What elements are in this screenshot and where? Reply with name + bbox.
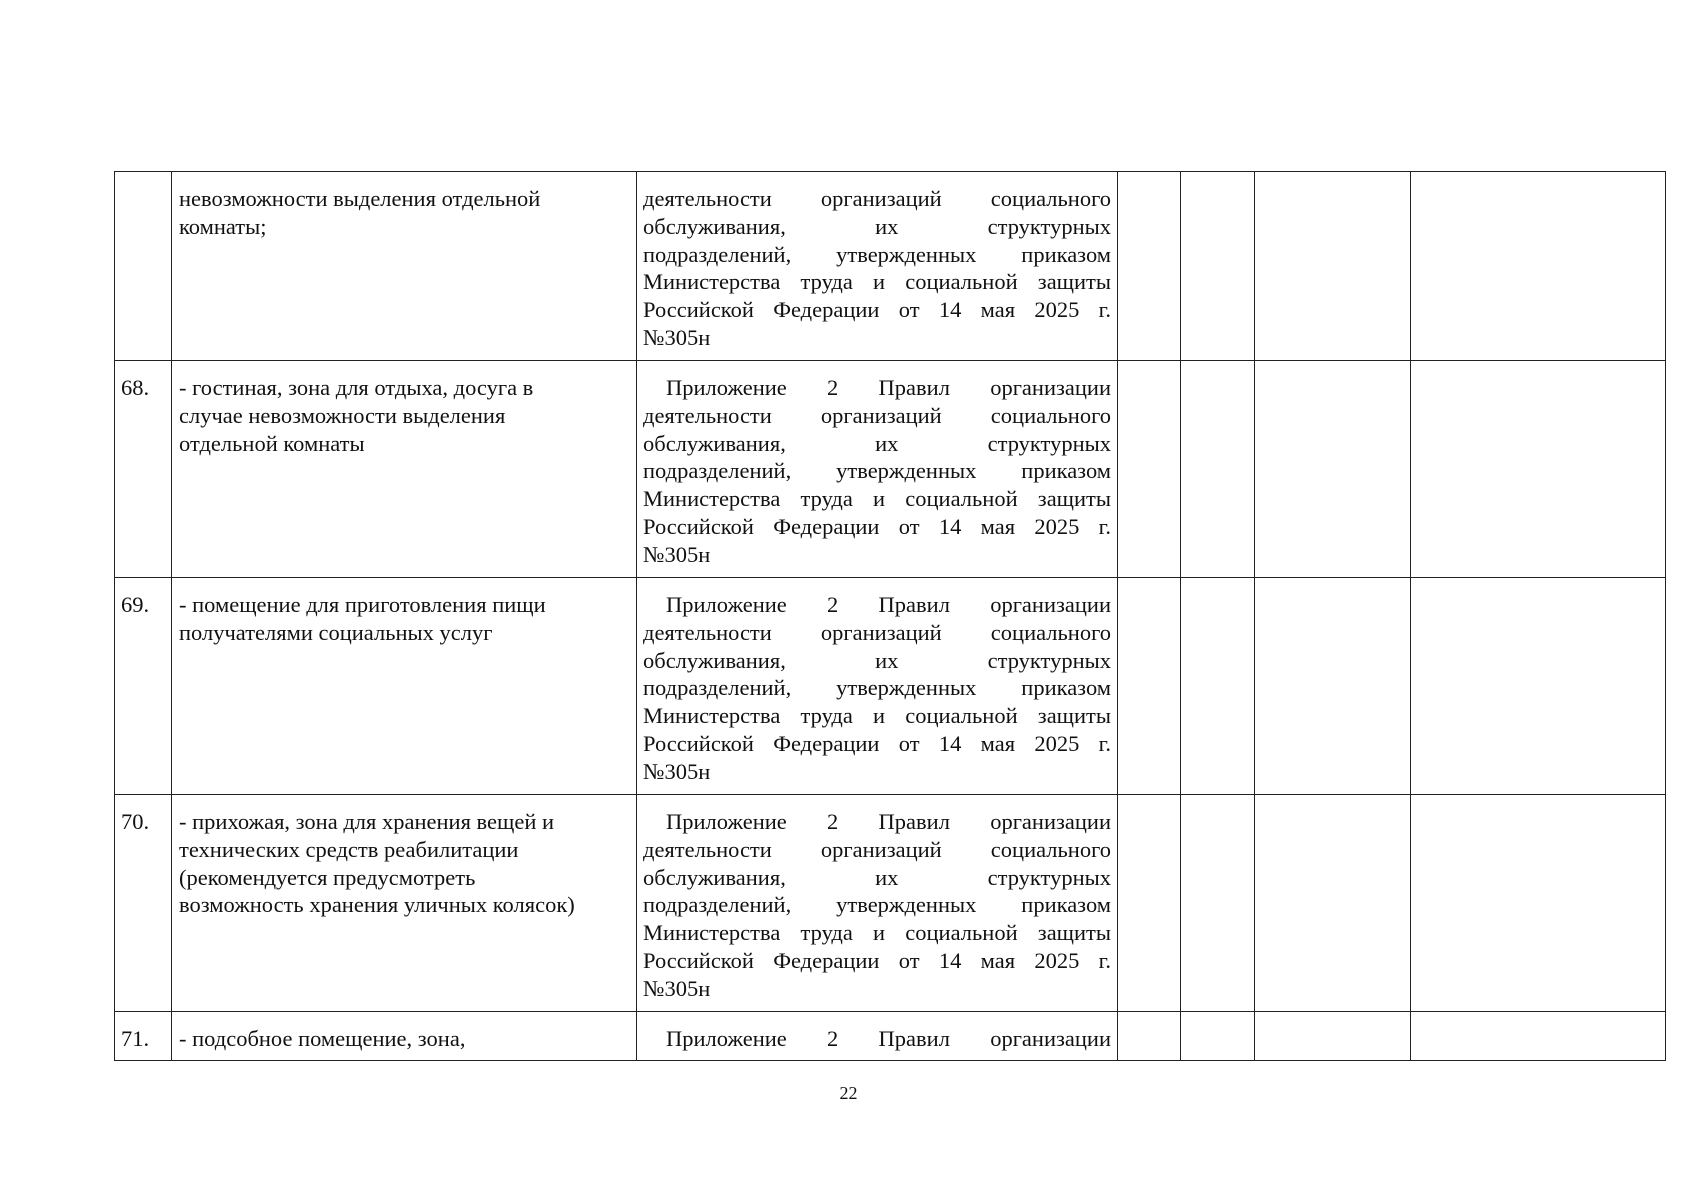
reference-line: подразделений, утвержденных приказом <box>643 241 1111 267</box>
row-number: 70. <box>115 795 172 1012</box>
reference-line: Приложение 2 Правил организации <box>666 809 1111 834</box>
row-number: 68. <box>115 361 172 578</box>
empty-cell <box>1255 795 1411 1012</box>
empty-cell <box>1411 361 1666 578</box>
page-number: 22 <box>839 1083 858 1103</box>
description-line: - помещение для приготовления пищи <box>179 592 546 617</box>
reference-line: обслуживания, их структурных <box>643 864 1111 890</box>
empty-cell <box>1411 1012 1666 1061</box>
empty-cell <box>1411 578 1666 795</box>
table-row <box>115 578 1666 795</box>
description-line: - гостиная, зона для отдыха, досуга в <box>179 375 534 400</box>
reference-line: обслуживания, их структурных <box>643 647 1111 673</box>
table-row <box>115 361 1666 578</box>
table-row <box>115 172 1666 361</box>
reference-line: Приложение 2 Правил организации <box>666 1026 1111 1051</box>
reference-line: №305н <box>643 758 711 784</box>
row-description <box>172 172 637 361</box>
row-description <box>172 361 637 578</box>
row-legal-reference <box>637 795 1118 1012</box>
description-line: технических средств реабилитации <box>179 836 519 862</box>
table-row <box>115 1012 1666 1061</box>
empty-cell <box>1255 172 1411 361</box>
reference-line: Российской Федерации от 14 мая 2025 г. <box>643 513 1111 539</box>
description-line: - подсобное помещение, зона, <box>179 1026 466 1051</box>
reference-line: №305н <box>643 324 711 350</box>
empty-cell <box>1118 795 1181 1012</box>
reference-line: Министерства труда и социальной защиты <box>643 920 1111 946</box>
empty-cell <box>1181 1012 1255 1061</box>
description-line: комнаты; <box>179 213 267 239</box>
reference-line: деятельности организаций социального <box>643 836 1111 862</box>
reference-line: №305н <box>643 975 711 1001</box>
empty-cell <box>1411 172 1666 361</box>
empty-cell <box>1181 361 1255 578</box>
row-legal-reference <box>637 1012 1118 1061</box>
description-line: получателями социальных услуг <box>179 619 493 645</box>
empty-cell <box>1411 795 1666 1012</box>
row-description <box>172 1012 637 1061</box>
reference-line: Российской Федерации от 14 мая 2025 г. <box>643 297 1111 323</box>
description-line: отдельной комнаты <box>179 430 365 456</box>
description-line: возможность хранения уличных колясок) <box>179 892 575 918</box>
empty-cell <box>1118 361 1181 578</box>
requirements-table <box>114 171 1666 1061</box>
empty-cell <box>1118 1012 1181 1061</box>
reference-line: подразделений, утвержденных приказом <box>643 892 1111 918</box>
row-number: 71. <box>115 1012 172 1061</box>
reference-line: подразделений, утвержденных приказом <box>643 458 1111 484</box>
empty-cell <box>1255 361 1411 578</box>
empty-cell <box>1181 795 1255 1012</box>
reference-line: деятельности организаций социального <box>643 186 1111 211</box>
row-number <box>115 172 172 361</box>
row-legal-reference <box>637 361 1118 578</box>
reference-line: Приложение 2 Правил организации <box>666 592 1111 617</box>
reference-line: деятельности организаций социального <box>643 619 1111 645</box>
empty-cell <box>1118 578 1181 795</box>
row-number: 69. <box>115 578 172 795</box>
description-line: невозможности выделения отдельной <box>179 186 541 211</box>
empty-cell <box>1118 172 1181 361</box>
row-description <box>172 795 637 1012</box>
reference-line: Министерства труда и социальной защиты <box>643 486 1111 512</box>
description-line: - прихожая, зона для хранения вещей и <box>179 809 555 834</box>
reference-line: Министерства труда и социальной защиты <box>643 703 1111 729</box>
reference-line: подразделений, утвержденных приказом <box>643 675 1111 701</box>
description-line: случае невозможности выделения <box>179 402 506 428</box>
row-description <box>172 578 637 795</box>
empty-cell <box>1181 578 1255 795</box>
row-legal-reference <box>637 578 1118 795</box>
reference-line: обслуживания, их структурных <box>643 213 1111 239</box>
reference-line: Приложение 2 Правил организации <box>666 375 1111 400</box>
description-line: (рекомендуется предусмотреть <box>179 864 476 890</box>
reference-line: обслуживания, их структурных <box>643 430 1111 456</box>
table-row <box>115 795 1666 1012</box>
reference-line: Министерства труда и социальной защиты <box>643 269 1111 295</box>
empty-cell <box>1181 172 1255 361</box>
empty-cell <box>1255 578 1411 795</box>
reference-line: Российской Федерации от 14 мая 2025 г. <box>643 947 1111 973</box>
reference-line: №305н <box>643 541 711 567</box>
empty-cell <box>1255 1012 1411 1061</box>
reference-line: деятельности организаций социального <box>643 402 1111 428</box>
reference-line: Российской Федерации от 14 мая 2025 г. <box>643 730 1111 756</box>
row-legal-reference <box>637 172 1118 361</box>
